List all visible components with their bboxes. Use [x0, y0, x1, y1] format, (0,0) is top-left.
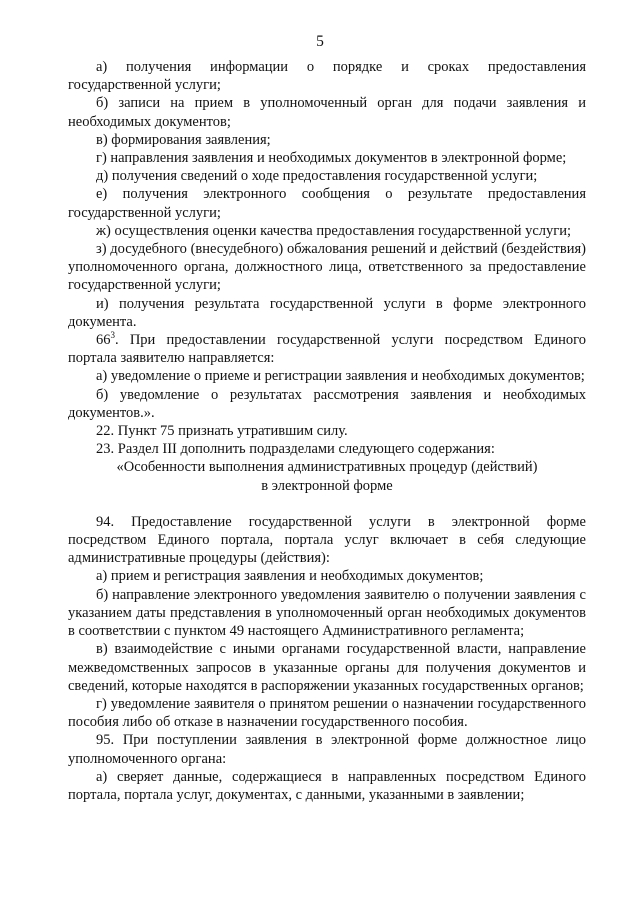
paragraph-item-z-appeal: з) досудебного (внесудебного) обжалования решений и действий (бездействия) уполномоченного органа, должностного лица, ответственного за предоставление государственной услуги; — [68, 241, 586, 294]
paragraph-notice-receipt: а) уведомление о приеме и регистрации заявления и необходимых документов; — [96, 368, 585, 385]
document-body — [68, 58, 586, 804]
section-heading-line-1: «Особенности выполнения административных процедур (действий) — [116, 459, 538, 476]
paragraph-94-v: в) взаимодействие с иными органами государственной власти, направление межведомственных запросов в указанные органы для получения документов и сведений, которые находятся в распоряжении указанных государственных органов; — [68, 641, 586, 694]
paragraph-item-95: 95. При поступлении заявления в электронной форме должностное лицо уполномоченного органа: — [68, 732, 586, 767]
paragraph-item-e-message: е) получения электронного сообщения о результате предоставления государственной услуги; — [68, 186, 586, 221]
paragraph-item-v-form: в) формирования заявления; — [96, 131, 271, 148]
item-text: . При предоставлении государственной услуги посредством Единого портала заявителю направляется: — [68, 332, 586, 367]
paragraph-item-zh-quality: ж) осуществления оценки качества предоставления государственной услуги; — [96, 222, 571, 239]
paragraph-item-i-result: и) получения результата государственной услуги в форме электронного документа. — [68, 295, 586, 330]
paragraph-item-g-send: г) направления заявления и необходимых документов в электронной форме; — [96, 150, 567, 167]
paragraph-item-a-info: а) получения информации о порядке и сроках предоставления государственной услуги; — [68, 59, 586, 94]
paragraph-item-23: 23. Раздел III дополнить подразделами следующего содержания: — [96, 441, 495, 458]
item-superscript: 3 — [110, 330, 115, 341]
item-number: 66 — [96, 332, 111, 349]
section-heading-line-2: в электронной форме — [261, 477, 393, 494]
paragraph-94-g: г) уведомление заявителя о принятом решении о назначении государственного пособия либо об отказе в назначении государственного пособия. — [68, 695, 586, 731]
paragraph-item-94: 94. Предоставление государственной услуги в электронной форме посредством Единого портала, портала услуг включает в себя следующие административные процедуры (действия): — [68, 513, 586, 567]
paragraph-item-66-3 — [68, 331, 586, 367]
page-number: 5 — [316, 33, 324, 50]
paragraph-94-b: б) направление электронного уведомления заявителю о получении заявления с указанием даты представления в уполномоченный орган необходимых документов в соответствии с пунктом 49 настоящего Административного регламента; — [68, 586, 586, 640]
paragraph-item-d-progress: д) получения сведений о ходе предоставления государственной услуги; — [96, 168, 538, 185]
paragraph-94-a: а) прием и регистрация заявления и необходимых документов; — [96, 568, 484, 585]
spacer — [68, 495, 586, 513]
paragraph-item-b-appointment: б) записи на прием в уполномоченный орган для подачи заявления и необходимых документов; — [68, 95, 586, 130]
paragraph-95-a: а) сверяет данные, содержащиеся в направленных посредством Единого портала, портала услуг, документах, с данными, указанными в заявлении; — [68, 768, 586, 803]
paragraph-item-22: 22. Пункт 75 признать утратившим силу. — [96, 423, 348, 440]
paragraph-notice-results: б) уведомление о результатах рассмотрения заявления и необходимых документов.». — [68, 386, 586, 421]
